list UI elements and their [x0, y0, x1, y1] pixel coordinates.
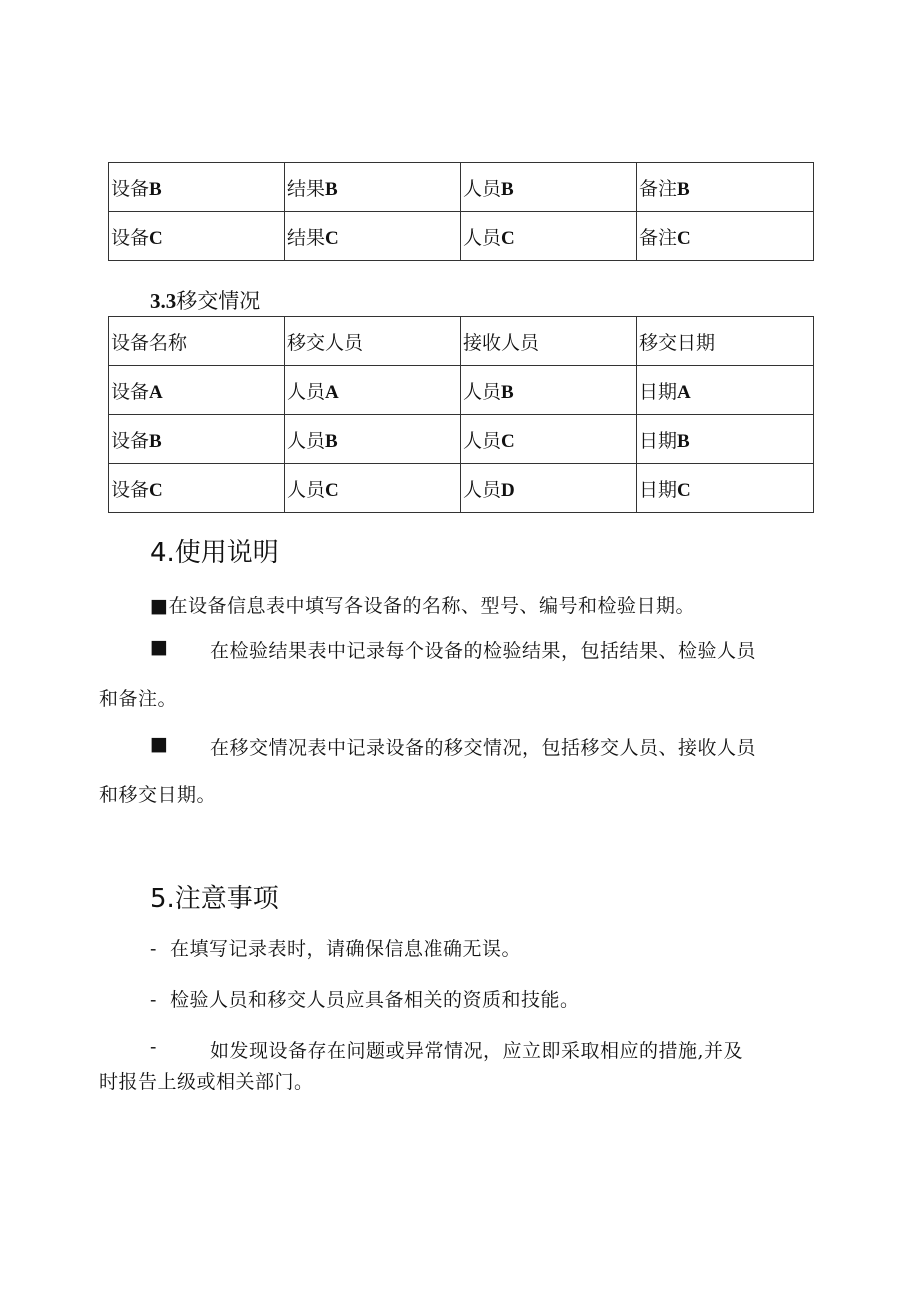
table-cell: 人员A — [285, 366, 461, 415]
table-cell: 日期B — [637, 415, 814, 464]
table-cell: 人员B — [461, 366, 637, 415]
list-item: - 检验人员和移交人员应具备相关的资质和技能。 — [150, 989, 580, 1011]
list-item-text: 在检验结果表中记录每个设备的检验结果，包括结果、检验人员 — [210, 640, 757, 662]
section-number: 3.3 — [150, 289, 177, 313]
table-row — [109, 366, 814, 415]
table-cell: 人员D — [461, 464, 637, 513]
table-cell: 人员C — [461, 212, 637, 261]
section-title: 移交情况 — [176, 289, 261, 313]
table-cell: 日期A — [637, 366, 814, 415]
dash-bullet-icon: - — [150, 938, 157, 960]
column-header: 设备名称 — [109, 317, 285, 366]
table-cell: 备注C — [637, 212, 814, 261]
section-heading-usage: 4.使用说明 — [150, 538, 279, 568]
table-row — [109, 464, 814, 513]
column-header: 移交人员 — [285, 317, 461, 366]
table-cell: 人员B — [285, 415, 461, 464]
list-item: - 在填写记录表时，请确保信息准确无误。 — [150, 938, 522, 960]
section-heading-3-3 — [150, 285, 260, 315]
column-header: 接收人员 — [461, 317, 637, 366]
list-item-text-cont: 和备注。 — [99, 688, 178, 710]
table-cell: 日期C — [637, 464, 814, 513]
table-row — [109, 212, 814, 261]
list-item — [150, 636, 168, 658]
list-item: ■在设备信息表中填写各设备的名称、型号、编号和检验日期。 — [150, 595, 695, 617]
table-cell: 人员C — [461, 415, 637, 464]
column-header: 移交日期 — [637, 317, 814, 366]
transfer-table — [108, 316, 814, 513]
list-item-text: 在移交情况表中记录设备的移交情况，包括移交人员、接收人员 — [210, 737, 757, 759]
table-cell: 设备B — [109, 163, 285, 212]
table-row — [109, 415, 814, 464]
list-item-text-cont: 和移交日期。 — [99, 784, 217, 806]
table-row — [109, 163, 814, 212]
list-item — [150, 1036, 157, 1058]
table-cell: 结果C — [285, 212, 461, 261]
table-cell: 设备C — [109, 464, 285, 513]
square-bullet-icon: ■ — [150, 636, 169, 658]
table-cell: 人员C — [285, 464, 461, 513]
table-cell: 备注B — [637, 163, 814, 212]
dash-bullet-icon: - — [150, 989, 157, 1011]
table-cell: 设备C — [109, 212, 285, 261]
list-item — [150, 733, 168, 755]
table-cell: 人员B — [461, 163, 637, 212]
square-bullet-icon: ■ — [150, 595, 169, 617]
square-bullet-icon: ■ — [150, 733, 169, 755]
dash-bullet-icon: - — [150, 1036, 157, 1058]
list-item-text: 如发现设备存在问题或异常情况，应立即采取相应的措施,并及 — [210, 1040, 744, 1062]
inspection-result-table — [108, 162, 814, 261]
table-cell: 设备B — [109, 415, 285, 464]
list-item-text-cont: 时报告上级或相关部门。 — [99, 1071, 314, 1093]
table-header-row — [109, 317, 814, 366]
table-cell: 设备A — [109, 366, 285, 415]
section-heading-notes: 5.注意事项 — [150, 884, 279, 914]
table-cell: 结果B — [285, 163, 461, 212]
